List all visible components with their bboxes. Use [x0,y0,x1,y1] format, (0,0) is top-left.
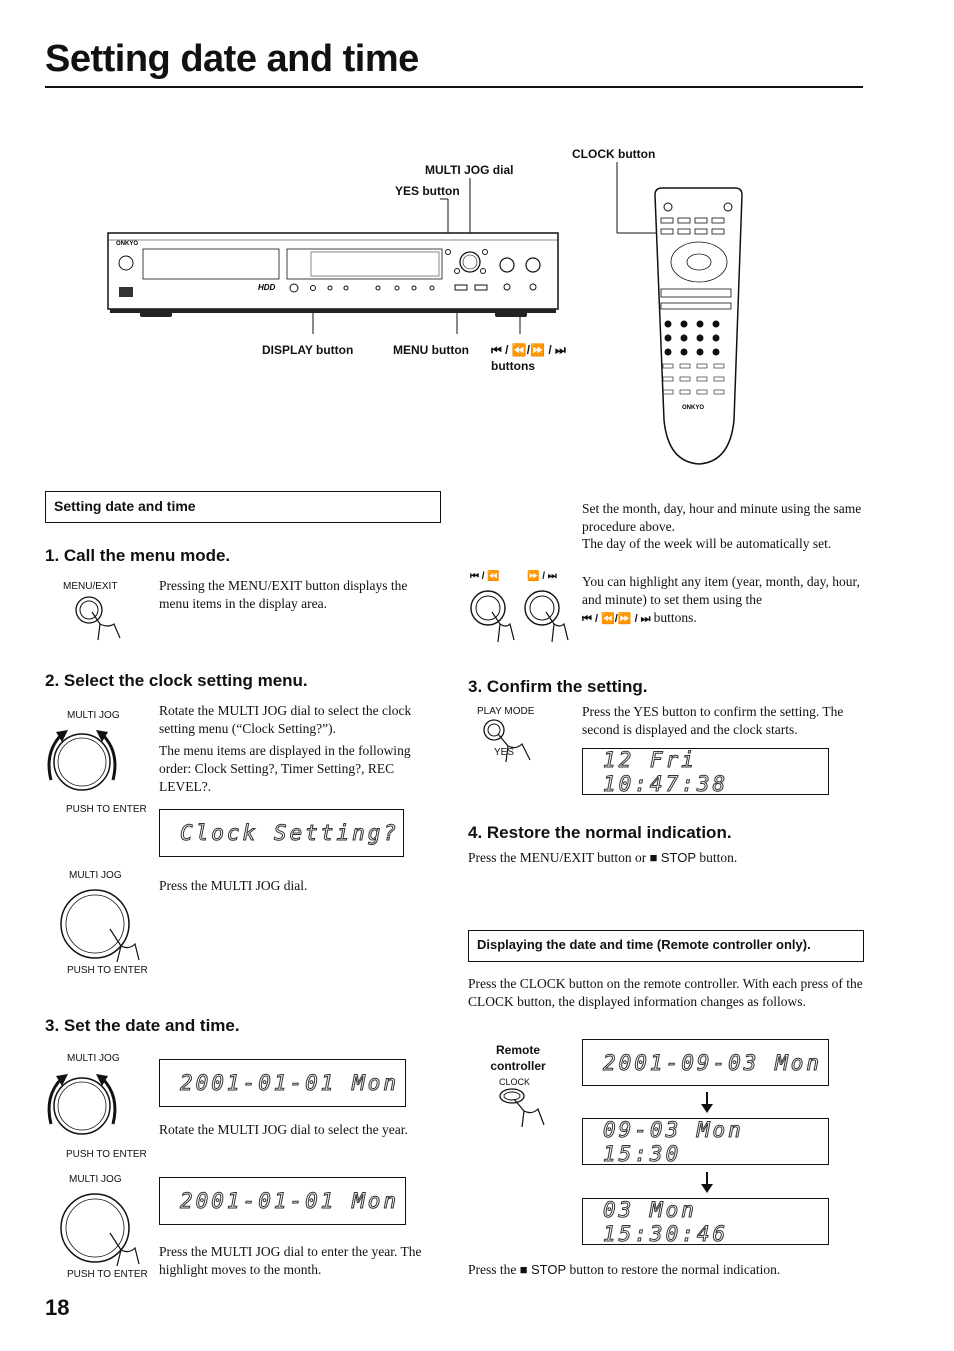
restore-text-pre: Press the MENU/EXIT button or [468,850,647,865]
multi-jog-label-3: MULTI JOG [67,1053,120,1064]
step2-text2: The menu items are displayed in the following order: Clock Setting?, Timer Setting?, REC LEVEL?. [159,743,411,794]
lcd-clock-setting [159,809,404,857]
stop-icon: ■ [519,1262,528,1277]
intro-text3: You can highlight any item (year, month, day, hour, and minute) to set them using the [582,574,860,607]
confirm-title: 3. Confirm the setting. [468,677,648,696]
display-footer [468,1261,780,1279]
footer-pre: Press the [468,1262,517,1277]
lcd-clock-running [582,748,829,795]
stop-icon: ■ [649,850,658,865]
yes-label: YES [494,747,515,758]
lcd-date-view [582,1039,829,1086]
callout-skip-symbols: ⏮ / ⏪/⏩ / ⏭ [491,343,566,357]
rotate-jog-dial-icon [42,722,122,802]
section-heading-box: Setting date and time [45,491,441,523]
intro-text2: The day of the week will be automatically set. [582,536,832,551]
clock-button-hand-icon [496,1087,556,1127]
press-jog-dial-icon-2 [55,1188,145,1268]
callout-multi-jog-dial: MULTI JOG dial [425,163,514,177]
play-mode-label: PLAY MODE [477,706,535,717]
restore-title: 4. Restore the normal indication. [468,823,732,842]
lcd-year-select [159,1059,406,1107]
step2-text1: Rotate the MULTI JOG dial to select the clock setting menu (“Clock Setting?”). [159,703,412,736]
callout-menu-button: MENU button [393,343,469,357]
push-to-enter-label-3: PUSH TO ENTER [66,1149,147,1160]
intro-buttons-word: buttons. [653,610,697,625]
step1-title: 1. Call the menu mode. [45,546,231,565]
callout-skip-buttons: buttons [491,359,535,373]
remote-controller-label: Remote controller [490,1043,546,1073]
callout-clock-button: CLOCK button [572,147,656,161]
lcd-date-time-view [582,1118,829,1165]
lcd-text: Clock Setting? [180,821,400,845]
arrow-down-icon [700,1092,714,1114]
lcd-month-select [159,1177,406,1225]
step2-title: 2. Select the clock setting menu. [45,671,308,690]
lcd-time-seconds-view [582,1198,829,1245]
lcd-text: 09-03 Mon 15:30 [603,1117,744,1166]
intro-text1: Set the month, day, hour and minute using the same procedure above. [582,501,862,534]
svg-text:ONKYO: ONKYO [116,241,139,247]
arrow-down-icon [700,1172,714,1194]
step3-title: 3. Set the date and time. [45,1016,240,1035]
rotate-jog-dial-icon-2 [42,1066,122,1146]
intro-text3-end [582,609,697,628]
footer-post: button to restore the normal indication. [569,1262,781,1277]
step2-text3: Press the MULTI JOG dial. [159,878,308,893]
display-heading-box: Displaying the date and time (Remote controller only). [468,930,864,962]
svg-text:ONKYO: ONKYO [682,405,705,411]
step3-text2: Press the MULTI JOG dial to enter the year. The highlight moves to the month. [159,1244,422,1277]
step3-text1: Rotate the MULTI JOG dial to select the year. [159,1122,408,1137]
press-jog-dial-icon [55,884,145,964]
lcd-text: 2001-01-01 Mon [180,1071,400,1095]
restore-text-post: button. [699,850,738,865]
footer-stop: STOP [530,1262,567,1277]
next-skip-symbol: ⏩ / ⏭ [527,571,557,582]
prev-skip-symbol: ⏮ / ⏪ [470,571,500,582]
clock-label: CLOCK [499,1077,531,1087]
callout-yes-button: YES button [395,184,460,198]
restore-text [468,849,737,867]
step1-text: Pressing the MENU/EXIT button displays the menu items in the display area. [159,578,408,611]
multi-jog-label-4: MULTI JOG [69,1174,122,1185]
lcd-text: 03 Mon 15:30:46 [603,1197,729,1246]
press-button-hand-icon [70,594,130,644]
menu-exit-label: MENU/EXIT [63,581,118,592]
push-to-enter-label-4: PUSH TO ENTER [67,1269,148,1280]
page-title: Setting date and time [45,38,419,80]
callout-display-button: DISPLAY button [262,343,354,357]
page-number: 18 [45,1295,70,1320]
lcd-text: 2001-09-03 Mon [603,1050,823,1075]
svg-text:HDD: HDD [258,283,276,292]
device-diagram [0,0,954,480]
confirm-text: Press the YES button to confirm the setting. The second is displayed and the clock starts. [582,704,844,737]
push-to-enter-label-2: PUSH TO ENTER [67,965,148,976]
lcd-text: 12 Fri 10:47:38 [603,747,729,796]
multi-jog-label-2: MULTI JOG [69,870,122,881]
skip-symbols: ⏮ / ⏪/⏩ / ⏭ [582,613,654,625]
yes-button-hand-icon [480,718,550,763]
stop-word: STOP [660,850,697,865]
display-text: Press the CLOCK button on the remote controller. With each press of the CLOCK button, the displayed information changes as follows. [468,976,863,1009]
skip-buttons-hand-icon [468,584,578,644]
multi-jog-label: MULTI JOG [67,710,120,721]
push-to-enter-label: PUSH TO ENTER [66,804,147,815]
lcd-text: 2001-01-01 Mon [180,1189,400,1213]
